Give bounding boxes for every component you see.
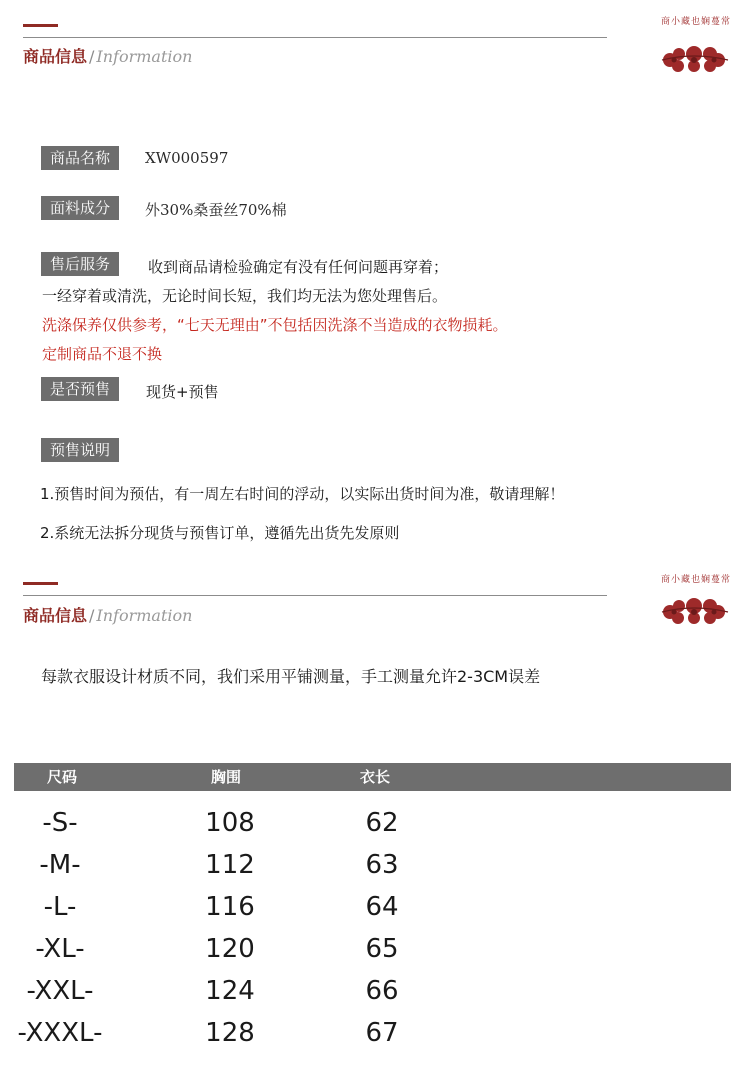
length-cell: 62 (365, 808, 399, 838)
chest-cell: 108 (205, 808, 255, 838)
length-cell: 67 (365, 1018, 399, 1048)
measurement-note: 每款衣服设计材质不同，我们采用平铺测量，手工测量允许2-3CM误差 (41, 667, 541, 686)
chest-cell: 124 (205, 976, 255, 1006)
after-sales-label: 售后服务 (41, 252, 119, 276)
seal-decoration (648, 14, 744, 78)
section-subtitle: Information (96, 606, 193, 625)
presale-note-1: 1.预售时间为预估，有一周左右时间的浮动，以实际出货时间为准，敬请理解！ (40, 485, 565, 503)
section-title-text: 商品信息 (23, 47, 88, 66)
size-table-header (14, 763, 731, 791)
length-cell: 66 (365, 976, 399, 1006)
seal-decoration (648, 572, 744, 636)
length-cell: 63 (365, 850, 399, 880)
section-divider (23, 37, 607, 38)
product-name-value: XW000597 (145, 149, 229, 167)
section-title-slash: / (89, 606, 95, 625)
header-size: 尺码 (47, 768, 78, 786)
header-length: 衣长 (360, 768, 391, 786)
product-name-label: 商品名称 (41, 146, 119, 170)
section-title (23, 44, 192, 67)
presale-value: 现货+预售 (146, 383, 219, 401)
section-divider (23, 595, 607, 596)
size-cell: -XXXL- (17, 1018, 103, 1048)
length-cell: 65 (365, 934, 399, 964)
section-accent-bar (23, 582, 58, 585)
section-subtitle: Information (96, 47, 193, 66)
after-sales-warning-2: 定制商品不退不换 (42, 345, 163, 363)
chest-cell: 128 (205, 1018, 255, 1048)
chest-cell: 120 (205, 934, 255, 964)
after-sales-line-2: 一经穿着或清洗，无论时间长短，我们均无法为您处理售后。 (42, 287, 448, 305)
size-cell: -XL- (35, 934, 85, 964)
after-sales-line-1: 收到商品请检验确定有没有任何问题再穿着； (148, 258, 449, 276)
presale-note-2: 2.系统无法拆分现货与预售订单，遵循先出货先发原则 (40, 524, 400, 542)
chest-cell: 112 (205, 850, 255, 880)
seal-text: 商小藏也娴蔓常 (660, 575, 731, 585)
section-accent-bar (23, 24, 58, 27)
seal-text: 商小藏也娴蔓常 (660, 17, 731, 27)
material-value: 外30%桑蚕丝70%棉 (145, 201, 287, 219)
section-title-text: 商品信息 (23, 606, 88, 625)
size-cell: -M- (39, 850, 81, 880)
header-chest: 胸围 (211, 768, 242, 786)
size-cell: -L- (43, 892, 77, 922)
length-cell: 64 (365, 892, 399, 922)
section-title-slash: / (89, 47, 95, 66)
size-cell: -XXL- (26, 976, 94, 1006)
chest-cell: 116 (205, 892, 255, 922)
presale-label: 是否预售 (41, 377, 119, 401)
material-label: 面料成分 (41, 196, 119, 220)
after-sales-warning-1: 洗涤保养仅供参考，“七天无理由”不包括因洗涤不当造成的衣物损耗。 (42, 316, 508, 334)
size-cell: -S- (42, 808, 78, 838)
section-title (23, 603, 192, 626)
presale-note-label: 预售说明 (41, 438, 119, 462)
